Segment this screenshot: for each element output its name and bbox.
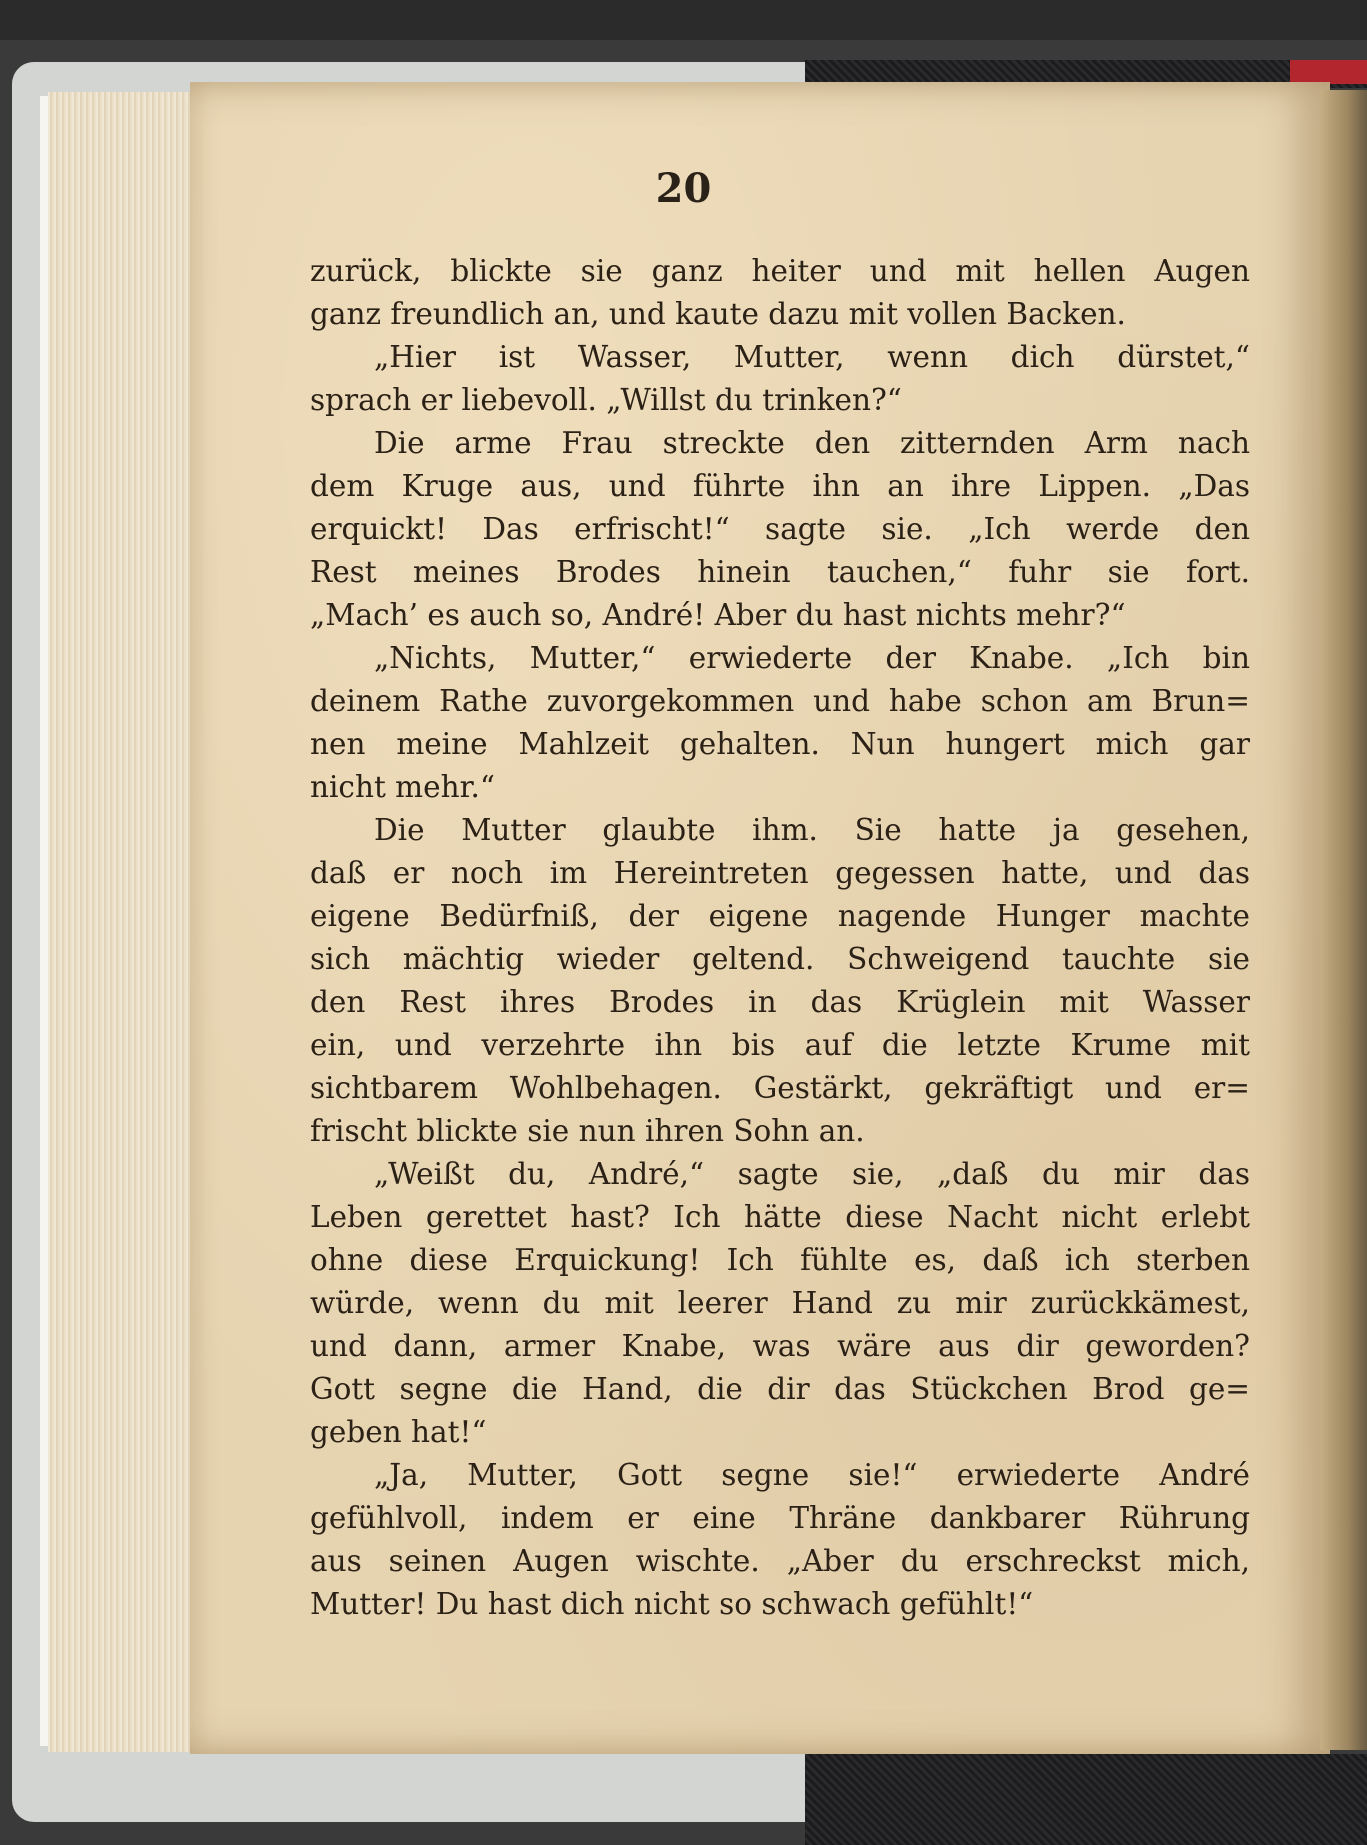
text-line: Die Mutter glaubte ihm. Sie hatte ja gesehen, (374, 813, 1250, 847)
body-text (310, 250, 1250, 1626)
text-line: nen meine Mahlzeit gehalten. Nun hungert mich gar (310, 727, 1250, 761)
text-line: „Ja, Mutter, Gott segne sie!“ erwiederte André (374, 1458, 1250, 1492)
text-line: Leben gerettet hast? Ich hätte diese Nacht nicht erlebt (310, 1200, 1250, 1234)
text-line: aus seinen Augen wischte. „Aber du erschreckst mich, (310, 1544, 1250, 1578)
text-line: nicht mehr.“ (310, 770, 495, 804)
text-line: gefühlvoll, indem er eine Thräne dankbarer Rührung (310, 1501, 1250, 1535)
text-line: sichtbarem Wohlbehagen. Gestärkt, gekräftigt und er= (310, 1071, 1250, 1105)
text-line: „Nichts, Mutter,“ erwiederte der Knabe. „Ich bin (374, 641, 1250, 675)
text-line: würde, wenn du mit leerer Hand zu mir zurückkämest, (310, 1286, 1250, 1320)
text-line: ein, und verzehrte ihn bis auf die letzte Krume mit (310, 1028, 1250, 1062)
bookmark-ribbon (1290, 60, 1367, 84)
text-line: erquickt! Das erfrischt!“ sagte sie. „Ich werde den (310, 512, 1250, 546)
text-line: Die arme Frau streckte den zitternden Arm nach (374, 426, 1250, 460)
text-line: „Hier ist Wasser, Mutter, wenn dich dürstet,“ (374, 340, 1250, 374)
text-line: sprach er liebevoll. „Willst du trinken?“ (310, 383, 902, 417)
text-line: Rest meines Brodes hinein tauchen,“ fuhr sie fort. (310, 555, 1250, 589)
text-line: frischt blickte sie nun ihren Sohn an. (310, 1114, 865, 1148)
text-line: zurück, blickte sie ganz heiter und mit hellen Augen (310, 254, 1250, 288)
text-line: deinem Rathe zuvorgekommen und habe schon am Brun= (310, 684, 1250, 718)
text-line: sich mächtig wieder geltend. Schweigend tauchte sie (310, 942, 1250, 976)
page-gutter (1320, 90, 1367, 1750)
text-line: eigene Bedürfniß, der eigene nagende Hunger machte (310, 899, 1250, 933)
text-line: Gott segne die Hand, die dir das Stückchen Brod ge= (310, 1372, 1250, 1406)
page-edges (48, 92, 190, 1752)
text-line: Mutter! Du hast dich nicht so schwach gefühlt!“ (310, 1587, 1034, 1621)
text-line: „Weißt du, André,“ sagte sie, „daß du mir das (374, 1157, 1250, 1191)
text-line: „Mach’ es auch so, André! Aber du hast nichts mehr?“ (310, 598, 1126, 632)
text-line: dem Kruge aus, und führte ihn an ihre Lippen. „Das (310, 469, 1250, 503)
text-line: den Rest ihres Brodes in das Krüglein mit Wasser (310, 985, 1250, 1019)
text-line: ganz freundlich an, und kaute dazu mit vollen Backen. (310, 297, 1126, 331)
text-line: daß er noch im Hereintreten gegessen hatte, und das (310, 856, 1250, 890)
text-line: ohne diese Erquickung! Ich fühlte es, daß ich sterben (310, 1243, 1250, 1277)
text-line: und dann, armer Knabe, was wäre aus dir geworden? (310, 1329, 1250, 1363)
page-number: 20 (655, 165, 712, 212)
text-line: geben hat!“ (310, 1415, 487, 1449)
spine-cloth-bottom (805, 1754, 1367, 1845)
